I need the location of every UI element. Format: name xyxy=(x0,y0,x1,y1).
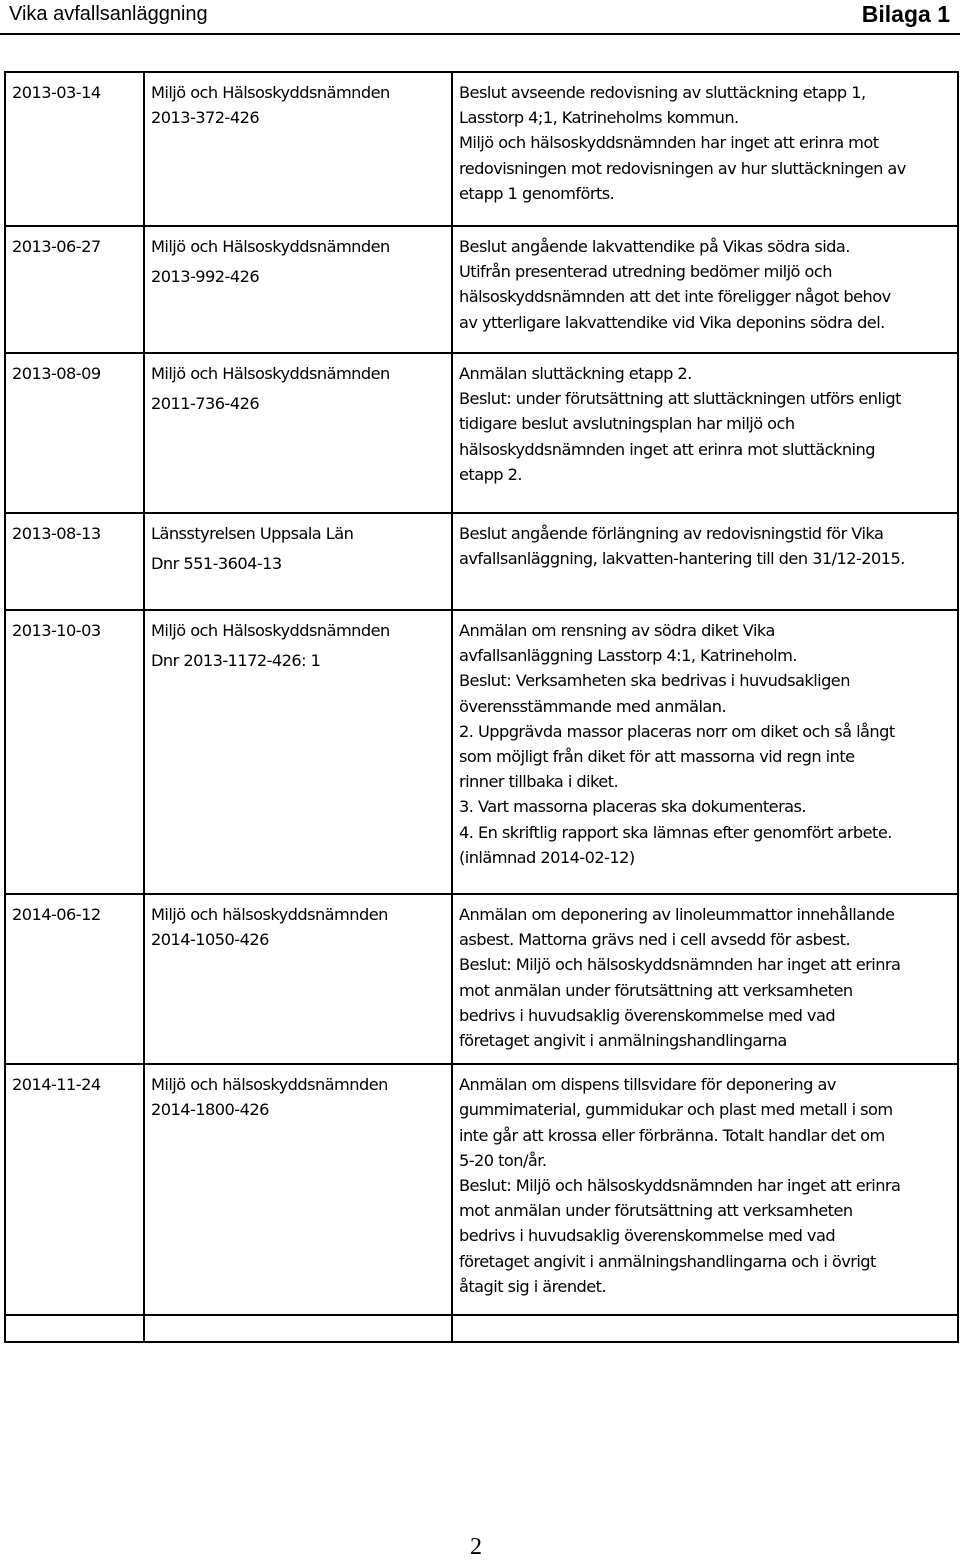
description-line: asbest. Mattorna grävs ned i cell avsedd för asbest. xyxy=(459,930,851,950)
description-line: gummimaterial, gummidukar och plast med metall i som xyxy=(459,1100,893,1120)
description-line: Beslut angående lakvattendike på Vikas södra sida. xyxy=(459,237,850,256)
authority: Länsstyrelsen Uppsala Län xyxy=(151,524,354,543)
table-row xyxy=(5,353,958,513)
description-line: Beslut: Miljö och hälsoskyddsnämnden har inget att erinra xyxy=(459,1176,901,1196)
description-line: åtagit sig i ärendet. xyxy=(459,1276,607,1296)
date-cell xyxy=(5,1064,144,1315)
date: 2013-06-27 xyxy=(12,237,101,256)
description-line: Beslut: under förutsättning att sluttäckningen utförs enligt xyxy=(459,389,901,409)
empty-table-row xyxy=(5,1315,958,1342)
description-cell xyxy=(452,353,958,513)
table-row xyxy=(5,72,958,226)
description-cell xyxy=(452,513,958,610)
description-line: etapp 2. xyxy=(459,464,522,484)
description-line: Beslut avseende redovisning av sluttäckning etapp 1, xyxy=(459,83,866,102)
reference-number: 2013-992-426 xyxy=(151,267,260,287)
authority-cell xyxy=(144,226,452,353)
description-line: företaget angivit i anmälningshandlingarna xyxy=(459,1031,787,1051)
description-line: mot anmälan under förutsättning att verksamheten xyxy=(459,1201,853,1221)
description-line: 2. Uppgrävda massor placeras norr om diket och så långt xyxy=(459,721,895,741)
description-line: 5-20 ton/år. xyxy=(459,1150,547,1170)
description-line: Beslut: Miljö och hälsoskyddsnämnden har inget att erinra xyxy=(459,955,901,975)
description-line: hälsoskyddsnämnden att det inte föreligger något behov xyxy=(459,287,891,307)
header-divider xyxy=(0,33,960,35)
description-line: bedrivs i huvudsaklig överenskommelse med vad xyxy=(459,1005,836,1025)
reference-number: 2011-736-426 xyxy=(151,394,260,414)
description-line: Miljö och hälsoskyddsnämnden har inget att erinra mot xyxy=(459,133,879,153)
description-cell xyxy=(452,226,958,353)
description-line: som möjligt från diket för att massorna vid regn inte xyxy=(459,747,855,767)
description-line: hälsoskyddsnämnden inget att erinra mot sluttäckning xyxy=(459,439,875,459)
date-cell xyxy=(5,72,144,226)
date-cell xyxy=(5,226,144,353)
description-line: avfallsanläggning, lakvatten-hantering till den 31/12-2015. xyxy=(459,549,905,569)
table-row xyxy=(5,1064,958,1315)
description-line: Lasstorp 4;1, Katrineholms kommun. xyxy=(459,108,739,128)
reference-number: 2014-1050-426 xyxy=(151,930,269,950)
description-line: rinner tillbaka i diket. xyxy=(459,772,619,792)
date-cell xyxy=(5,513,144,610)
date: 2014-06-12 xyxy=(12,905,101,924)
description-line: avfallsanläggning Lasstorp 4:1, Katrineholm. xyxy=(459,646,797,666)
description-line: Anmälan om deponering av linoleummattor innehållande xyxy=(459,905,895,924)
date: 2013-10-03 xyxy=(12,621,101,640)
authority: Miljö och hälsoskyddsnämnden xyxy=(151,1075,388,1095)
description-line: bedrivs i huvudsaklig överenskommelse med vad xyxy=(459,1226,836,1246)
date: 2013-03-14 xyxy=(12,83,101,102)
authority: Miljö och Hälsoskyddsnämnden xyxy=(151,364,390,383)
description-line: Utifrån presenterad utredning bedömer miljö och xyxy=(459,262,832,282)
table-row xyxy=(5,894,958,1064)
date-cell xyxy=(5,894,144,1064)
description-line: företaget angivit i anmälningshandlingarna och i övrigt xyxy=(459,1251,876,1271)
reference-number: Dnr 2013-1172-426: 1 xyxy=(151,651,321,671)
document-title: Vika avfallsanläggning xyxy=(9,3,208,25)
description-cell xyxy=(452,610,958,894)
authority-cell xyxy=(144,1064,452,1315)
authority: Miljö och Hälsoskyddsnämnden xyxy=(151,237,390,256)
page-number: 2 xyxy=(470,1534,482,1560)
description-line: Anmälan sluttäckning etapp 2. xyxy=(459,364,692,383)
description-line: redovisningen mot redovisningen av hur sluttäckningen av xyxy=(459,158,906,178)
description-line: (inlämnad 2014-02-12) xyxy=(459,847,635,867)
date: 2013-08-09 xyxy=(12,364,101,383)
description-cell xyxy=(452,894,958,1064)
reference-number: Dnr 551-3604-13 xyxy=(151,554,282,574)
authority-cell xyxy=(144,513,452,610)
authority-cell xyxy=(144,72,452,226)
description-line: mot anmälan under förutsättning att verksamheten xyxy=(459,980,853,1000)
description-line: inte går att krossa eller förbränna. Totalt handlar det om xyxy=(459,1125,885,1145)
description-cell xyxy=(452,1064,958,1315)
authority-cell xyxy=(144,894,452,1064)
description-line: Beslut: Verksamheten ska bedrivas i huvudsakligen xyxy=(459,671,850,691)
date-cell xyxy=(5,610,144,894)
empty-cell xyxy=(144,1315,452,1342)
authority: Miljö och Hälsoskyddsnämnden xyxy=(151,83,390,102)
description-cell xyxy=(452,72,958,226)
reference-number: 2013-372-426 xyxy=(151,108,260,128)
empty-cell xyxy=(5,1315,144,1342)
description-line: överensstämmande med anmälan. xyxy=(459,696,727,716)
date: 2013-08-13 xyxy=(12,524,101,543)
description-line: 3. Vart massorna placeras ska dokumenteras. xyxy=(459,797,807,817)
date: 2014-11-24 xyxy=(12,1075,101,1095)
description-line: Beslut angående förlängning av redovisningstid för Vika xyxy=(459,524,884,543)
description-line: etapp 1 genomförts. xyxy=(459,183,615,203)
appendix-label: Bilaga 1 xyxy=(861,1,950,27)
reference-number: 2014-1800-426 xyxy=(151,1100,269,1120)
table-row xyxy=(5,610,958,894)
description-line: 4. En skriftlig rapport ska lämnas efter genomfört arbete. xyxy=(459,822,892,842)
authority: Miljö och hälsoskyddsnämnden xyxy=(151,905,388,924)
description-line: Anmälan om dispens tillsvidare för deponering av xyxy=(459,1075,836,1095)
authority-cell xyxy=(144,353,452,513)
authority: Miljö och Hälsoskyddsnämnden xyxy=(151,621,390,640)
authority-cell xyxy=(144,610,452,894)
description-line: tidigare beslut avslutningsplan har miljö och xyxy=(459,414,795,434)
table-row xyxy=(5,513,958,610)
empty-cell xyxy=(452,1315,958,1342)
description-line: av ytterligare lakvattendike vid Vika deponins södra del. xyxy=(459,312,885,332)
date-cell xyxy=(5,353,144,513)
description-line: Anmälan om rensning av södra diket Vika xyxy=(459,621,775,640)
decision-log-table xyxy=(4,71,959,1343)
table-row xyxy=(5,226,958,353)
page-header xyxy=(0,0,960,32)
